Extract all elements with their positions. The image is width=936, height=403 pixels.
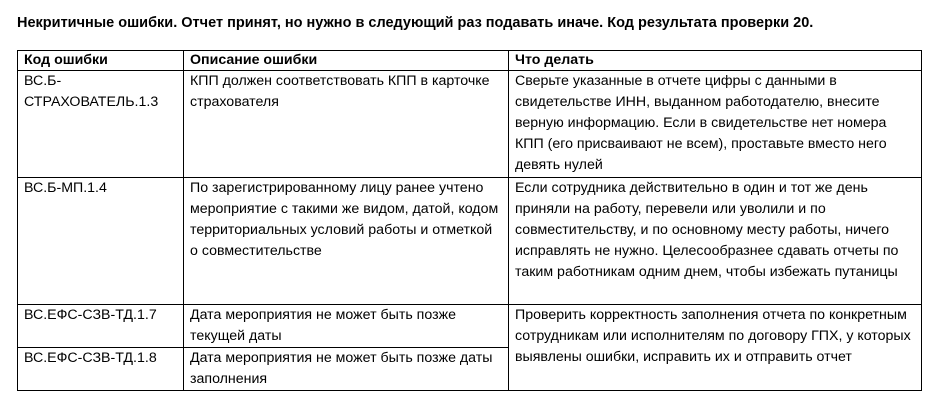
error-code-cell: ВС.ЕФС-СЗВ-ТД.1.7 xyxy=(18,305,184,348)
table-row xyxy=(18,71,922,178)
error-code-cell: ВС.Б-МП.1.4 xyxy=(18,178,184,305)
header-what-to-do: Что делать xyxy=(509,51,922,71)
action-cell: Если сотрудника действительно в один и тот же день приняли на работу, перевели или уволили и по совместительству, и по основному месту работы, ничего исправлять не нужно. Целесообразнее сдавать отчеты по таким работникам одним днем, чтобы избежать путаницы xyxy=(509,178,922,305)
table-row xyxy=(18,178,922,305)
error-description-cell: Дата мероприятия не может быть позже даты заполнения xyxy=(184,348,509,391)
error-description-cell: Дата мероприятия не может быть позже текущей даты xyxy=(184,305,509,348)
errors-table xyxy=(17,50,922,391)
action-cell: Сверьте указанные в отчете цифры с данными в свидетельстве ИНН, выданном работодателю, внесите верную информацию. Если в свидетельстве нет номера КПП (его присваивают не всем), проставьте вместо него девять нулей xyxy=(509,71,922,178)
header-error-description: Описание ошибки xyxy=(184,51,509,71)
section-title: Некритичные ошибки. Отчет принят, но нужно в следующий раз подавать иначе. Код результата проверки 20. xyxy=(17,15,814,31)
action-cell-merged: Проверить корректность заполнения отчета по конкретным сотрудникам или исполнителям по договору ГПХ, у которых выявлены ошибки, исправить их и отправить отчет xyxy=(509,305,922,391)
error-code-cell: ВС.ЕФС-СЗВ-ТД.1.8 xyxy=(18,348,184,391)
table-row xyxy=(18,305,922,348)
table-header-row xyxy=(18,51,922,71)
error-description-cell: КПП должен соответствовать КПП в карточке страхователя xyxy=(184,71,509,178)
error-description-cell: По зарегистрированному лицу ранее учтено мероприятие с такими же видом, датой, кодом территориальных условий работы и отметкой о совместительстве xyxy=(184,178,509,305)
error-code-cell: ВС.Б-СТРАХОВАТЕЛЬ.1.3 xyxy=(18,71,184,178)
header-error-code: Код ошибки xyxy=(18,51,184,71)
